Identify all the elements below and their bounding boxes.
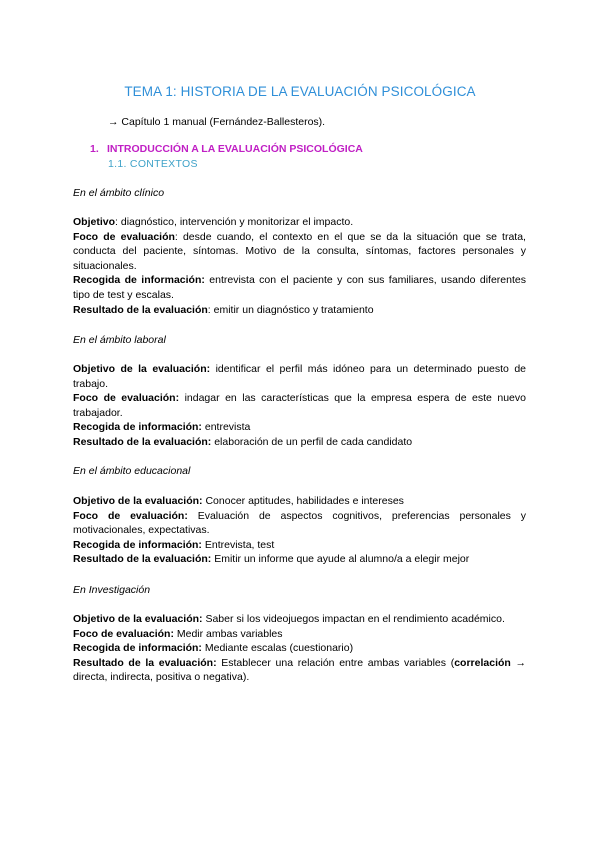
context-item <box>73 538 526 553</box>
item-text: diagnóstico, intervención y monitorizar el impacto. <box>120 216 354 228</box>
context-block-clinico <box>73 215 526 317</box>
item-label: Foco de evaluación <box>73 230 175 243</box>
item-label: Recogida de información: <box>73 538 202 551</box>
document-title: TEMA 1: HISTORIA DE LA EVALUACIÓN PSICOLÓGICA <box>124 84 476 99</box>
item-text: desde cuando, el contexto en el que se da la situación que se trata, conducta del paciente, síntomas. Motivo de la consulta, síntomas, factores personales y situacionales. <box>73 230 526 272</box>
context-block-educacional <box>73 494 526 567</box>
item-text: indagar en las características que la empresa espera de este nuevo trabajador. <box>73 392 526 419</box>
item-label: Resultado de la evaluación: <box>73 553 212 566</box>
item-text: entrevista <box>204 421 251 434</box>
context-heading-clinico: En el ámbito clínico <box>73 187 165 199</box>
item-label: Recogida de información: <box>73 274 205 287</box>
context-item <box>73 435 526 450</box>
context-item <box>73 612 526 627</box>
item-label: Objetivo de la evaluación: <box>73 495 203 507</box>
context-item: Foco de evaluación: desde cuando, el contexto en el que se da la situación que se trata, conducta del paciente, síntomas. Motivo de la consulta, síntomas, factores personales y situacionales. <box>73 230 526 272</box>
item-text: Mediante escalas (cuestionario) <box>204 642 354 655</box>
context-item <box>73 273 526 302</box>
item-text: Conocer aptitudes, habilidades e intereses <box>205 495 404 507</box>
item-text: Medir ambas variables <box>176 627 283 640</box>
item-label: Objetivo de la evaluación: <box>73 613 203 625</box>
context-item <box>73 509 526 538</box>
item-text: entrevista con el paciente y con sus familiares, usando diferentes tipo de test y escalas. <box>73 274 526 301</box>
item-label: Resultado de la evaluación: <box>73 656 217 669</box>
item-label: Objetivo <box>73 216 116 228</box>
item-label: Foco de evaluación: <box>73 392 180 405</box>
context-item <box>73 420 526 435</box>
item-text: elaboración de un perfil de cada candidato <box>214 435 413 448</box>
context-heading-investigacion: En Investigación <box>73 584 151 596</box>
context-item: Objetivo: diagnóstico, intervención y monitorizar el impacto. <box>73 216 354 228</box>
item-bold-word: correlación <box>454 656 511 669</box>
item-text: Saber si los videojuegos impactan en el rendimiento académico. <box>205 613 505 625</box>
context-item <box>73 641 526 656</box>
context-item: Resultado de la evaluación: emitir un diagnóstico y tratamiento <box>73 303 374 316</box>
context-heading-educacional: En el ámbito educacional <box>73 465 191 477</box>
item-label: Foco de evaluación: <box>73 627 174 640</box>
context-block-investigacion <box>73 612 526 685</box>
section-number: 1. <box>90 143 99 155</box>
context-item <box>73 391 526 420</box>
section-title: INTRODUCCIÓN A LA EVALUACIÓN PSICOLÓGICA <box>107 143 363 155</box>
context-item <box>73 494 526 509</box>
item-text-tail: → directa, indirecta, positiva o negativa). <box>73 656 526 684</box>
context-block-laboral <box>73 362 526 450</box>
item-text: Entrevista, test <box>204 538 275 551</box>
item-text: Evaluación de aspectos cognitivos, preferencias personales y motivacionales, expectativas. <box>73 509 526 537</box>
subsection-heading: 1.1. CONTEXTOS <box>108 158 198 170</box>
item-label: Resultado de la evaluación: <box>73 435 212 448</box>
chapter-reference: → Capítulo 1 manual (Fernández-Ballesteros). <box>108 116 326 128</box>
context-item <box>73 627 526 642</box>
context-item <box>73 552 526 567</box>
section-heading <box>90 143 363 155</box>
item-label: Objetivo de la evaluación: <box>73 363 211 375</box>
item-text: emitir un diagnóstico y tratamiento <box>213 303 374 316</box>
context-item <box>73 656 526 685</box>
item-label: Foco de evaluación: <box>73 509 188 522</box>
item-label: Resultado de la evaluación <box>73 303 208 316</box>
item-text: Emitir un informe que ayude al alumno/a a elegir mejor <box>214 553 470 566</box>
item-label: Recogida de información: <box>73 642 202 655</box>
context-heading-laboral: En el ámbito laboral <box>73 334 166 346</box>
item-text: Establecer una relación entre ambas variables ( <box>221 656 455 669</box>
item-label: Recogida de información: <box>73 421 202 434</box>
item-text: identificar el perfil más idóneo para un determinado puesto de trabajo. <box>73 363 527 390</box>
context-item <box>73 362 526 391</box>
